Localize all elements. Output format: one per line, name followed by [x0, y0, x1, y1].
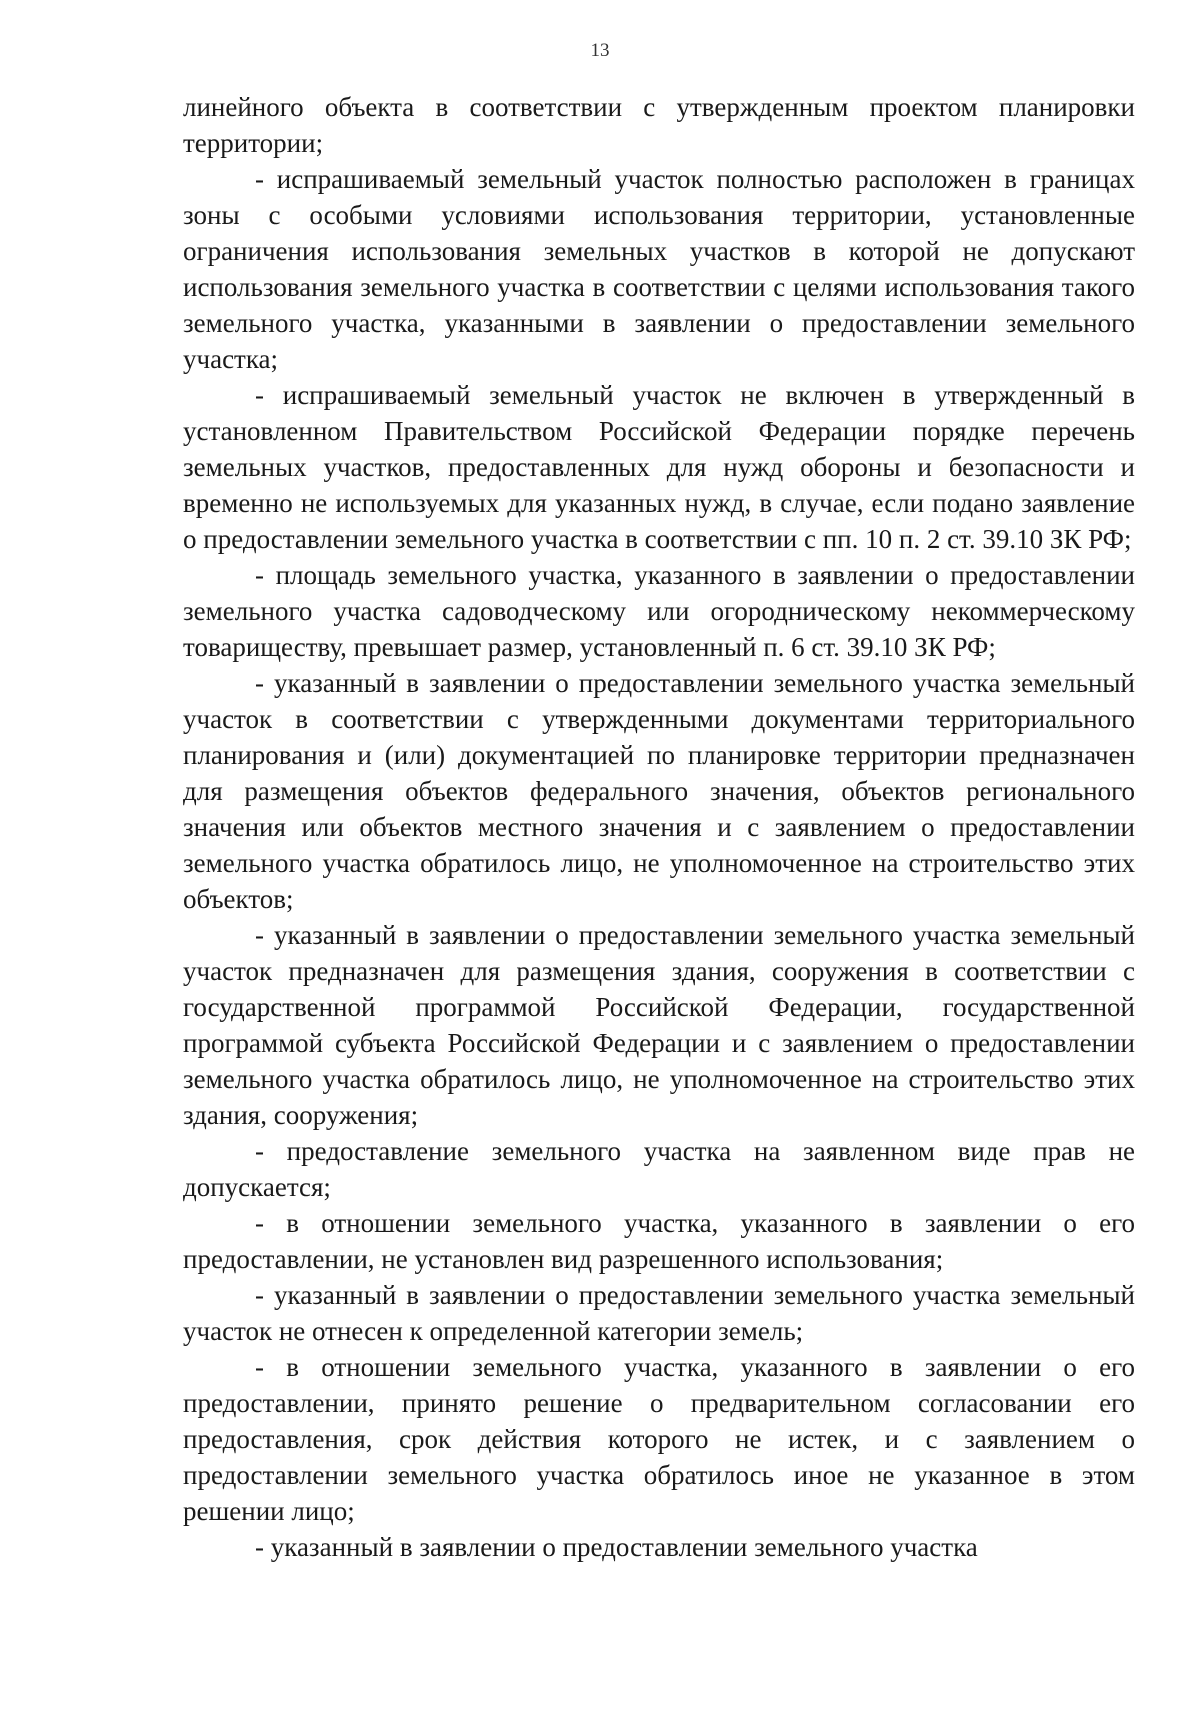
- paragraph: - указанный в заявлении о предоставлении земельного участка земельный участок предназначен для размещения здания, сооружения в соответствии с государственной программой Российской Федерации, государственной программой субъекта Российской Федерации и с заявлением о предоставлении земельного участка обратилось лицо, не уполномоченное на строительство этих здания, сооружения;: [183, 920, 1135, 1130]
- paragraph: - в отношении земельного участка, указанного в заявлении о его предоставлении, не установлен вид разрешенного использования;: [183, 1208, 1135, 1274]
- paragraph: - предоставление земельного участка на заявленном виде прав не допускается;: [183, 1136, 1135, 1202]
- paragraph: - указанный в заявлении о предоставлении земельного участка: [255, 1532, 978, 1562]
- document-body: [183, 89, 1135, 1565]
- paragraph: - указанный в заявлении о предоставлении земельного участка земельный участок в соответствии с утвержденными документами территориального планирования и (или) документацией по планировке территории предназначен для размещения объектов федерального значения, объектов регионального значения или объектов местного значения и с заявлением о предоставлении земельного участка обратилось лицо, не уполномоченное на строительство этих объектов;: [183, 668, 1135, 914]
- paragraph: - испрашиваемый земельный участок полностью расположен в границах зоны с особыми условиями использования территории, установленные ограничения использования земельных участков в которой не допускают использования земельного участка в соответствии с целями использования такого земельного участка, указанными в заявлении о предоставлении земельного участка;: [183, 164, 1135, 374]
- paragraph: линейного объекта в соответствии с утвержденным проектом планировки территории;: [183, 92, 1135, 158]
- paragraph: - в отношении земельного участка, указанного в заявлении о его предоставлении, принято решение о предварительном согласовании его предоставления, срок действия которого не истек, и с заявлением о предоставлении земельного участка обратилось иное не указанное в этом решении лицо;: [183, 1352, 1135, 1526]
- page-number: 13: [590, 40, 610, 61]
- paragraph: - указанный в заявлении о предоставлении земельного участка земельный участок не отнесен к определенной категории земель;: [183, 1280, 1135, 1346]
- paragraph: - испрашиваемый земельный участок не включен в утвержденный в установленном Правительством Российской Федерации порядке перечень земельных участков, предоставленных для нужд обороны и безопасности и временно не используемых для указанных нужд, в случае, если подано заявление о предоставлении земельного участка в соответствии с пп. 10 п. 2 ст. 39.10 ЗК РФ;: [183, 380, 1135, 554]
- paragraph: - площадь земельного участка, указанного в заявлении о предоставлении земельного участка садоводческому или огородническому некоммерческому товариществу, превышает размер, установленный п. 6 ст. 39.10 ЗК РФ;: [183, 560, 1135, 662]
